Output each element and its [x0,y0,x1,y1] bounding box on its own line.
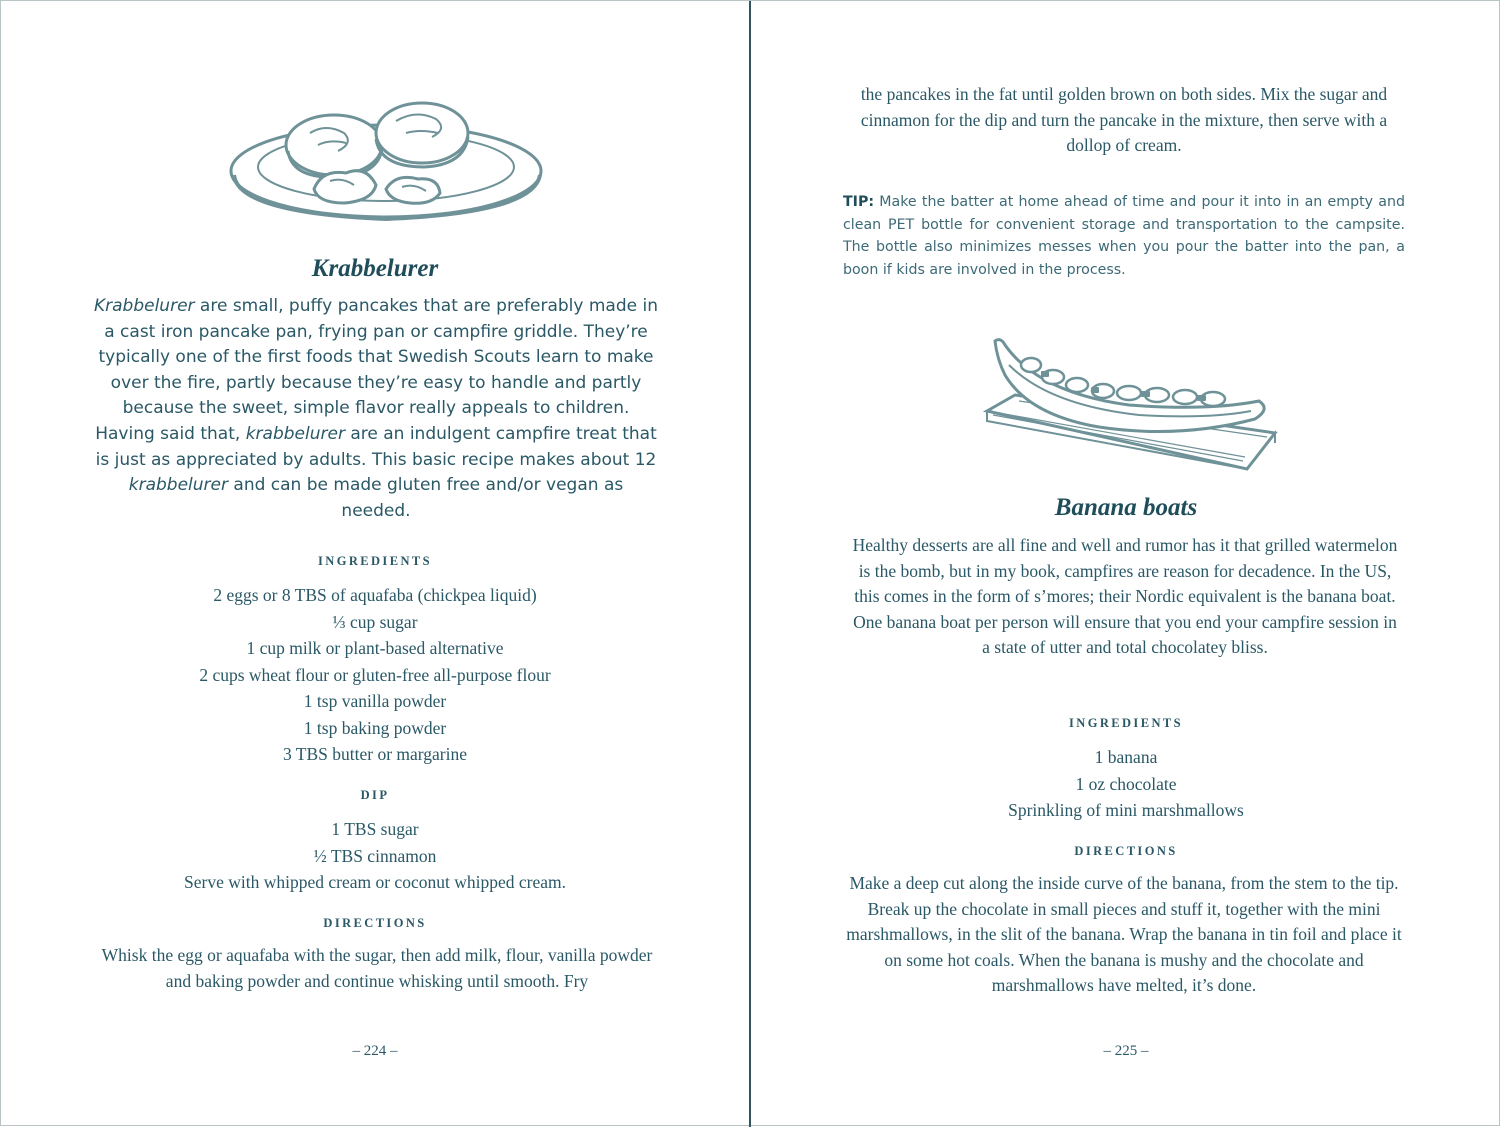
ingredients-list [1,582,749,768]
ingredients-heading: INGREDIENTS [318,554,432,568]
tip-text: Make the batter at home ahead of time and pour it into in an empty and clean PET bottle for convenient storage and transportation to the campsite. The bottle also minimizes messes when you pour the batter into the pan, a boon if kids are involved in the process. [843,194,1405,278]
intro-italic-word: Krabbelurer [93,296,195,316]
left-page [1,1,749,1127]
ingredient-item: 1 tsp vanilla powder [303,691,447,711]
intro-text-part: are small, puffy pancakes that are preferably made in a cast iron pancake pan, frying pan or campfire griddle. They’re typically one of the first foods that Swedish Scouts learn to make over the fire, partly because they’re easy to handle and partly because the sweet, simple flavor really appeals to children. Having said that, [95,296,658,444]
page-number: – 225 – [1103,1043,1149,1059]
page-number: – 224 – [352,1043,398,1059]
recipe-intro: Healthy desserts are all fine and well and rumor has it that grilled watermelon is the bomb, but in my book, campfires are reason for decadence. In the US, this comes in the form of s’mores; their Nordic equivalent is the banana boat. One banana boat per person will ensure that you end your campfire session in a state of utter and total chocolatey bliss. [852,535,1398,658]
ingredient-item: 1 tsp baking powder [303,717,447,738]
recipe-title: Krabbelurer [311,255,439,282]
continued-directions: the pancakes in the fat until golden brown on both sides. Mix the sugar and cinnamon for the dip and turn the pancake in the mixture, then serve with a dollop of cream. [860,84,1388,156]
ingredients-list [751,744,1500,824]
dip-item: 1 TBS sugar [331,819,419,839]
pancake-plate-illustration [226,93,546,223]
intro-italic-word: krabbelurer [128,475,228,496]
ingredients-heading: INGREDIENTS [1069,716,1183,730]
directions-text: Whisk the egg or aquafaba with the sugar, then add milk, flour, vanilla powder and baking powder and continue whisking until smooth. Fry [101,945,653,991]
ingredient-item: 3 TBS butter or margarine [282,744,468,764]
directions-heading: DIRECTIONS [323,916,427,930]
ingredient-item: 2 cups wheat flour or gluten-free all-purpose flour [199,664,551,685]
ingredient-item: 1 cup milk or plant-based alternative [246,638,504,658]
banana-boat-illustration [979,335,1279,473]
tip-box [843,191,1405,281]
right-page [751,1,1500,1127]
directions-text: Make a deep cut along the inside curve of the banana, from the stem to the tip. Break up the chocolate in small pieces and stuff it, together with the mini marshmallows, in the slit of the banana. Wrap the banana in tin foil and place it on some hot coals. When the banana is mushy and the chocolate and marshmallows have melted, it’s done. [846,873,1402,996]
ingredient-item: 2 eggs or 8 TBS of aquafaba (chickpea liquid) [213,585,537,605]
intro-italic-word: krabbelurer [245,423,345,444]
intro-text-part: and can be made gluten free and/or vegan as needed. [228,475,624,521]
ingredient-item: 1 oz chocolate [1075,773,1177,794]
dip-list [1,816,749,896]
directions-heading: DIRECTIONS [1074,844,1178,858]
dip-heading: DIP [360,788,390,802]
tip-label: TIP: [843,194,875,210]
recipe-intro [93,294,659,524]
dip-item: ½ TBS cinnamon [313,845,437,866]
ingredient-item: Sprinkling of mini marshmallows [1008,800,1244,820]
dip-item: Serve with whipped cream or coconut whipped cream. [184,872,566,892]
ingredient-item: 1 banana [1094,747,1158,767]
intro-text-part: are an indulgent campfire treat that is just as appreciated by adults. This basic recipe makes about 12 [95,423,657,470]
recipe-title: Banana boats [1054,494,1198,521]
ingredient-item: ⅓ cup sugar [332,611,418,632]
